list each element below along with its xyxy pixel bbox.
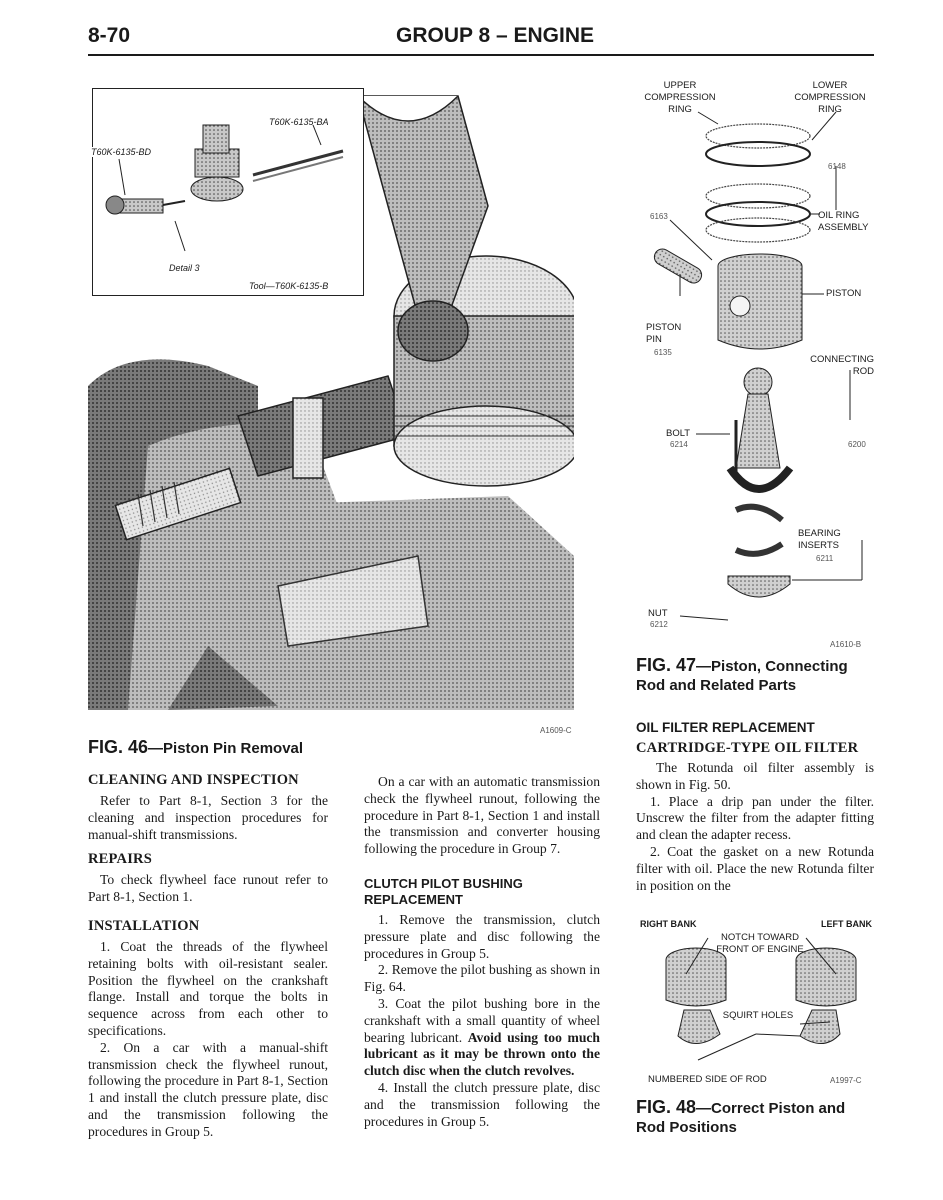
fig47-code: A1610-B [830, 640, 862, 649]
fig47-caption [636, 656, 876, 695]
cartridge-heading: CARTRIDGE-TYPE OIL FILTER [636, 740, 859, 756]
column-3 [636, 720, 874, 894]
installation-step-1: 1. Coat the threads of the flywheel retaining bolts with oil-resistant sealer. Position the flywheel on the crankshaft flange. Install and torque the bolts in sequence across from each other to specifications. [88, 938, 328, 1038]
fig47-title: —Piston, Connecting Rod and Related Parts [636, 658, 848, 694]
page-title: GROUP 8 – ENGINE [396, 24, 595, 47]
fig46-caption [88, 738, 303, 758]
left-bank-label: LEFT BANK [821, 919, 872, 929]
cleaning-heading: CLEANING AND INSPECTION [88, 772, 299, 788]
automatic-transmission-paragraph: On a car with an automatic transmission check the flywheel runout, following the procedure in Part 8-1, Section 1 and install the transmission and converter housing following the procedure in Group 7. [364, 774, 600, 857]
oil-ring-label: OIL RING ASSEMBLY [818, 210, 869, 233]
column-1 [88, 772, 328, 1141]
fig48-code: A1997-C [830, 1076, 862, 1085]
repairs-paragraph: To check flywheel face runout refer to Part 8-1, Section 1. [88, 872, 328, 905]
piston-label: PISTON [826, 288, 862, 299]
numbered-side-label: NUMBERED SIDE OF ROD [648, 1074, 767, 1085]
bolt-part-number: 6214 [670, 440, 688, 449]
piston-pin-label: PISTON PIN [646, 322, 682, 345]
fig48-caption [636, 1098, 876, 1137]
column-2 [364, 774, 600, 1130]
detail-label: Detail 3 [169, 263, 200, 273]
header-rule [88, 54, 874, 56]
clutch-step-2: 2. Remove the pilot bushing as shown in Fig. 64. [364, 962, 600, 995]
clutch-step-1: 1. Remove the transmission, clutch pressure plate and disc following the procedures in Group 5. [364, 911, 600, 961]
fig48-illustration [640, 916, 874, 1066]
fig46-detail-inset [92, 88, 364, 296]
fig46-code: A1609-C [540, 726, 572, 735]
fig48-title: —Correct Piston and Rod Positions [636, 1100, 846, 1136]
oil-filter-heading: OIL FILTER REPLACEMENT [636, 720, 815, 735]
fig47-illustration [640, 80, 876, 650]
clutch-pilot-heading: CLUTCH PILOT BUSHING REPLACEMENT [364, 875, 523, 907]
upper-ring-label: UPPER COMPRESSION RING [644, 80, 716, 115]
tool-ba-label: T60K-6135-BA [269, 117, 329, 127]
installation-heading: INSTALLATION [88, 917, 200, 934]
fig46-number: FIG. 46 [88, 737, 149, 757]
piston-pin-part-number: 6135 [654, 348, 672, 357]
oil-ring-part-number: 6163 [650, 212, 668, 221]
squirt-holes-label: SQUIRT HOLES [722, 1010, 794, 1021]
nut-part-number: 6212 [650, 620, 668, 629]
repairs-heading: REPAIRS [88, 851, 152, 868]
bearing-part-number: 6211 [816, 554, 834, 563]
bearing-inserts-label: BEARING INSERTS [798, 528, 841, 551]
oil-step-2: 2. Coat the gasket on a new Rotunda filter with oil. Place the new Rotunda filter in position on the [636, 843, 874, 893]
rod-part-number: 6200 [848, 440, 866, 449]
fig47-number: FIG. 47 [636, 655, 697, 675]
tool-bd-label: T60K-6135-BD [91, 147, 152, 157]
notch-label: NOTCH TOWARD FRONT OF ENGINE [716, 932, 804, 955]
nut-label: NUT [648, 608, 668, 619]
installation-step-2: 2. On a car with a manual-shift transmission check the flywheel runout, following the procedure in Part 8-1, Section 1 and install the clutch pressure plate, disc and the transmission following the procedures in Group 5. [88, 1039, 328, 1139]
clutch-step-3-warning: Avoid using too much lubricant as it may be thrown onto the clutch disc when the clutch revolves. [364, 1029, 600, 1079]
fig46-title: —Piston Pin Removal [148, 740, 304, 757]
fig48-number: FIG. 48 [636, 1097, 697, 1117]
page-number: 8-70 [88, 24, 131, 47]
clutch-step-4: 4. Install the clutch pressure plate, disc and the transmission following the procedures in Group 5. [364, 1079, 600, 1129]
clutch-step-3-text: 3. Coat the pilot bushing bore in the crankshaft with a small quantity of wheel bearing lubricant. [364, 995, 600, 1045]
bolt-label: BOLT [666, 428, 691, 439]
clutch-step-3 [364, 996, 600, 1080]
oil-intro-paragraph: The Rotunda oil filter assembly is shown in Fig. 50. [636, 760, 874, 792]
oil-step-1: 1. Place a drip pan under the filter. Unscrew the filter from the adapter fitting and clean the adapter recess. [636, 793, 874, 843]
lower-ring-label: LOWER COMPRESSION RING [794, 80, 866, 115]
tool-label: Tool—T60K-6135-B [249, 281, 329, 291]
ring-part-number: 6148 [828, 162, 846, 171]
connecting-rod-label: CONNECTING ROD [810, 354, 874, 377]
right-bank-label: RIGHT BANK [640, 919, 697, 929]
cleaning-paragraph: Refer to Part 8-1, Section 3 for the cleaning and inspection procedures for manual-shift transmissions. [88, 793, 328, 842]
